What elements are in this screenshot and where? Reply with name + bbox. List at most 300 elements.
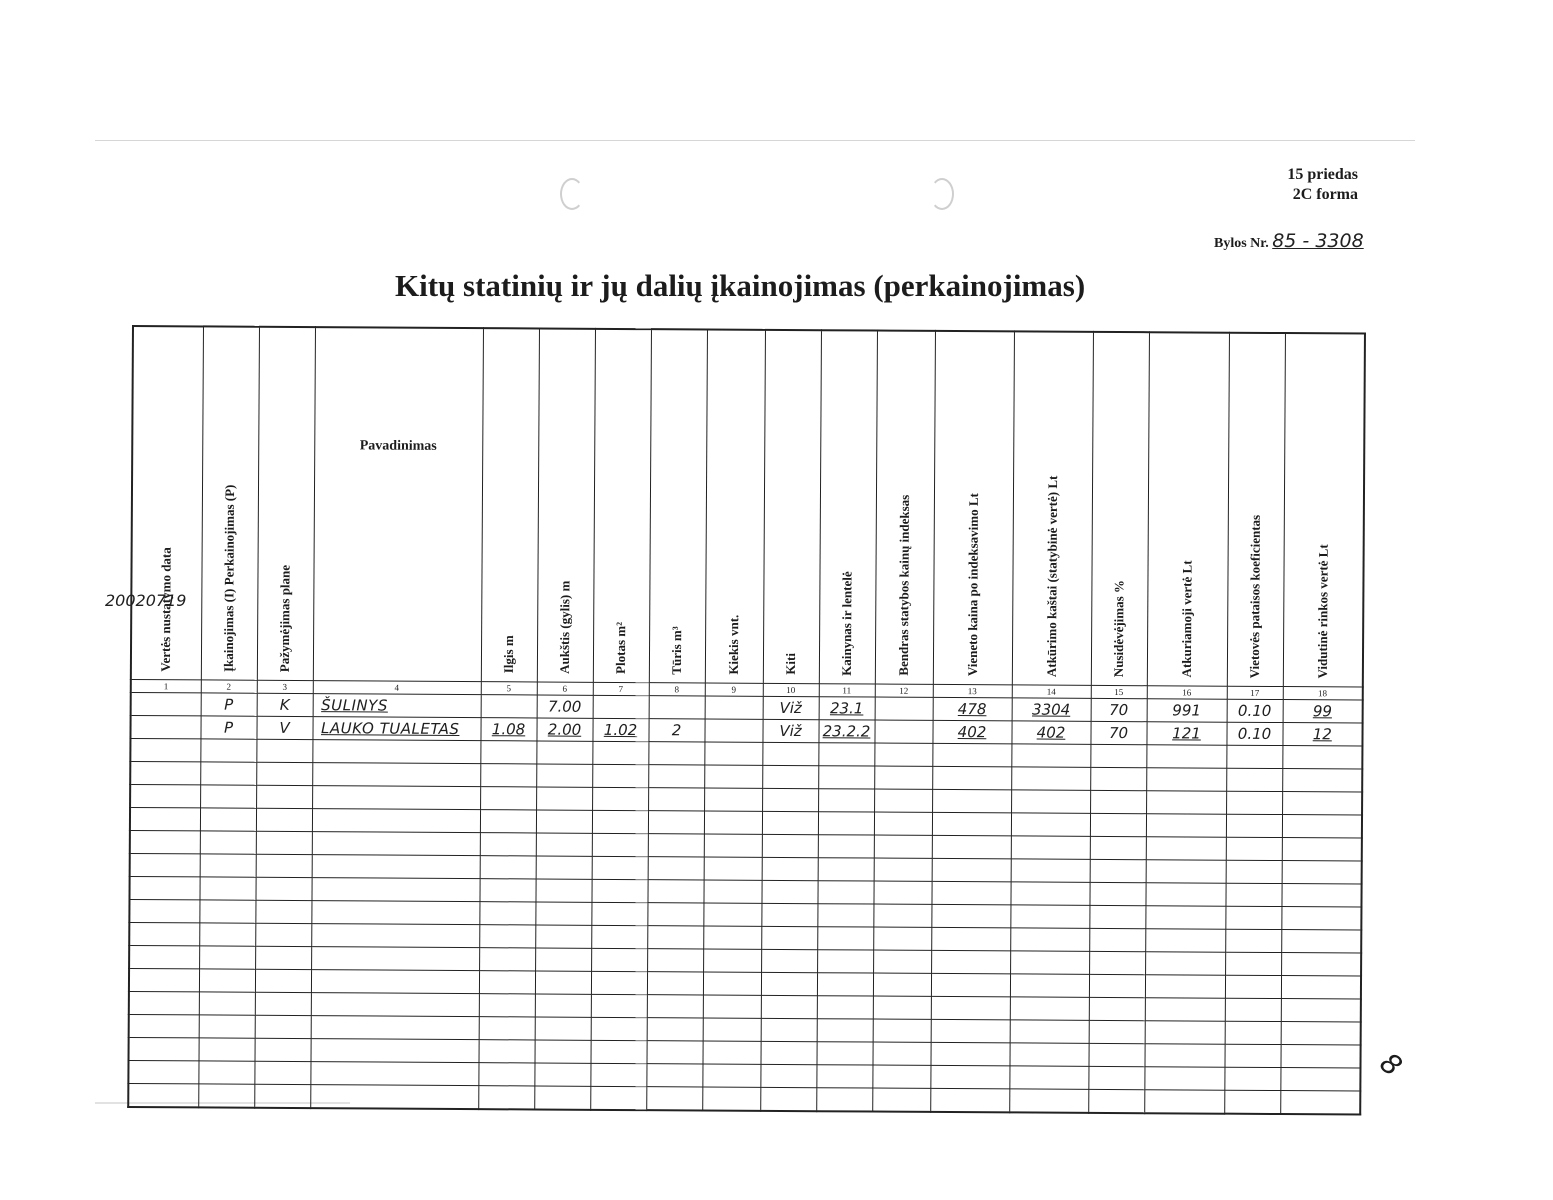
empty-cell	[480, 741, 536, 764]
empty-cell	[702, 1087, 760, 1111]
empty-cell	[591, 925, 647, 948]
empty-cell	[646, 1087, 702, 1111]
empty-cell	[534, 1040, 590, 1063]
empty-cell	[703, 972, 761, 995]
empty-cell	[592, 856, 648, 879]
empty-cell	[1009, 1089, 1088, 1113]
empty-cell	[1145, 883, 1225, 906]
empty-cell	[646, 1064, 702, 1087]
empty-cell	[199, 992, 255, 1015]
empty-cell	[873, 927, 931, 950]
col-header: Vietovės pataisos koeficientas	[1227, 333, 1285, 687]
empty-cell	[1144, 1044, 1224, 1067]
empty-cell	[1010, 997, 1089, 1020]
empty-cell	[1226, 791, 1282, 814]
empty-cell	[704, 811, 762, 834]
empty-cell	[129, 945, 199, 968]
empty-cell	[200, 831, 256, 854]
empty-cell	[761, 949, 817, 972]
empty-cell	[1226, 860, 1282, 883]
empty-cell	[1146, 837, 1226, 860]
empty-cell	[1011, 836, 1090, 859]
empty-cell	[592, 833, 648, 856]
empty-cell	[1090, 813, 1146, 836]
empty-cell	[1089, 882, 1145, 905]
cell-name: ŠULINYS	[313, 694, 481, 718]
empty-cell	[591, 879, 647, 902]
empty-cell	[1224, 1067, 1280, 1090]
empty-cell	[1145, 906, 1225, 929]
empty-cell	[647, 880, 703, 903]
empty-cell	[1281, 976, 1361, 999]
empty-cell	[1281, 907, 1361, 930]
col-header: Vertės nustatymo data	[131, 326, 203, 680]
empty-cell	[1090, 836, 1146, 859]
empty-cell	[536, 810, 592, 833]
cell-location-coef: 0.10	[1227, 699, 1283, 722]
empty-cell	[200, 808, 256, 831]
scan-edge-line	[95, 140, 1415, 141]
empty-cell	[1010, 905, 1089, 928]
empty-cell	[256, 762, 312, 785]
empty-cell	[128, 1083, 198, 1107]
empty-cell	[312, 786, 480, 810]
empty-cell	[874, 789, 932, 812]
empty-cell	[1282, 815, 1362, 838]
empty-cell	[1089, 1020, 1145, 1043]
empty-cell	[1010, 882, 1089, 905]
empty-cell	[255, 992, 311, 1015]
col-number: 13	[933, 684, 1012, 697]
empty-cell	[817, 881, 873, 904]
empty-cell	[1146, 745, 1226, 768]
cell-area	[593, 695, 649, 718]
empty-cell	[592, 741, 648, 764]
empty-cell	[129, 876, 199, 899]
empty-cell	[816, 1065, 872, 1088]
empty-cell	[1090, 744, 1146, 767]
empty-cell	[130, 761, 200, 784]
empty-cell	[762, 834, 818, 857]
empty-cell	[1089, 905, 1145, 928]
empty-cell	[704, 834, 762, 857]
empty-cell	[256, 831, 312, 854]
empty-cell	[479, 971, 535, 994]
empty-cell	[480, 764, 536, 787]
empty-cell	[480, 833, 536, 856]
empty-cell	[478, 1086, 534, 1110]
empty-cell	[1225, 1021, 1281, 1044]
cell-other: Viž	[763, 696, 819, 719]
empty-cell	[932, 766, 1011, 789]
empty-cell	[1010, 951, 1089, 974]
empty-cell	[1011, 813, 1090, 836]
cell-restore-cost: 402	[1011, 721, 1090, 744]
empty-cell	[648, 857, 704, 880]
empty-cell	[1282, 861, 1362, 884]
empty-cell	[311, 993, 479, 1017]
empty-cell	[479, 948, 535, 971]
empty-cell	[200, 785, 256, 808]
empty-cell	[535, 971, 591, 994]
empty-cell	[200, 854, 256, 877]
empty-cell	[199, 969, 255, 992]
empty-cell	[256, 808, 312, 831]
empty-cell	[535, 902, 591, 925]
empty-cell	[1224, 1090, 1280, 1114]
cell-restore-value: 121	[1146, 722, 1226, 745]
empty-cell	[930, 1065, 1009, 1088]
empty-cell	[761, 880, 817, 903]
empty-cell	[1145, 952, 1225, 975]
empty-cell	[536, 764, 592, 787]
col-number: 14	[1012, 685, 1091, 698]
empty-cell	[873, 996, 931, 1019]
empty-cell	[1225, 906, 1281, 929]
empty-cell	[703, 949, 761, 972]
empty-cell	[1281, 999, 1361, 1022]
empty-cell	[648, 834, 704, 857]
empty-cell	[591, 948, 647, 971]
empty-cell	[591, 994, 647, 1017]
empty-cell	[761, 995, 817, 1018]
empty-cell	[1282, 769, 1362, 792]
empty-cell	[873, 950, 931, 973]
empty-cell	[762, 765, 818, 788]
empty-cell	[590, 1063, 646, 1086]
col-number: 2	[201, 680, 257, 693]
empty-cell	[648, 811, 704, 834]
empty-cell	[590, 1040, 646, 1063]
empty-cell	[130, 738, 200, 761]
cell-pricelist: 23.2.2	[818, 720, 874, 743]
empty-cell	[255, 923, 311, 946]
empty-cell	[1225, 929, 1281, 952]
empty-cell	[648, 742, 704, 765]
cell-unit-price: 478	[933, 697, 1012, 720]
empty-cell	[646, 1041, 702, 1064]
empty-cell	[311, 901, 479, 925]
empty-cell	[130, 830, 200, 853]
case-number: 85 - 3308	[1272, 230, 1364, 252]
empty-cell	[536, 856, 592, 879]
header-row	[131, 326, 1365, 687]
empty-cell	[931, 996, 1010, 1019]
empty-cell	[255, 1038, 311, 1061]
empty-cell	[932, 743, 1011, 766]
col-number: 11	[819, 684, 875, 697]
col-number: 15	[1091, 685, 1147, 698]
empty-cell	[1089, 997, 1145, 1020]
empty-cell	[479, 994, 535, 1017]
col-header: Kiekis vnt.	[705, 330, 765, 684]
col-header: Kiti	[763, 330, 821, 684]
empty-cell	[592, 810, 648, 833]
empty-cell	[312, 855, 480, 879]
empty-cell	[256, 785, 312, 808]
empty-cell	[647, 995, 703, 1018]
empty-cell	[647, 903, 703, 926]
empty-cell	[760, 1087, 816, 1111]
col-number: 12	[875, 684, 933, 697]
empty-cell	[591, 902, 647, 925]
empty-cell	[1145, 975, 1225, 998]
empty-cell	[591, 1017, 647, 1040]
cell-volume	[649, 696, 705, 719]
cell-area: 1.02	[592, 718, 648, 741]
empty-cell	[1009, 1043, 1088, 1066]
col-number: 16	[1147, 686, 1227, 699]
col-number: 8	[649, 683, 705, 696]
empty-cell	[1226, 814, 1282, 837]
col-number: 1	[131, 679, 201, 692]
col-header: Vieneto kaina po indeksavimo Lt	[933, 331, 1014, 685]
empty-cell	[591, 971, 647, 994]
empty-cell	[762, 742, 818, 765]
empty-cell	[1089, 974, 1145, 997]
empty-cell	[310, 1085, 478, 1110]
empty-cell	[703, 903, 761, 926]
empty-cell	[130, 807, 200, 830]
empty-cell	[1145, 998, 1225, 1021]
empty-cell	[932, 812, 1011, 835]
empty-cell	[1225, 975, 1281, 998]
empty-cell	[534, 1063, 590, 1086]
empty-cell	[1089, 951, 1145, 974]
empty-cell	[1010, 1020, 1089, 1043]
empty-cell	[198, 1061, 254, 1084]
empty-cell	[647, 1018, 703, 1041]
cell-type: P	[200, 716, 256, 739]
empty-cell	[931, 950, 1010, 973]
empty-cell	[1090, 767, 1146, 790]
col-header: Atkūrimo kaštai (statybinė vertė) Lt	[1012, 331, 1093, 685]
empty-cell	[1146, 860, 1226, 883]
empty-cell	[592, 787, 648, 810]
empty-cell	[479, 1017, 535, 1040]
cell-date	[131, 692, 201, 715]
empty-cell	[199, 900, 255, 923]
empty-cell	[1226, 745, 1282, 768]
empty-cell	[535, 879, 591, 902]
empty-cell	[479, 925, 535, 948]
empty-cell	[647, 972, 703, 995]
empty-cell	[479, 879, 535, 902]
cell-volume: 2	[648, 719, 704, 742]
empty-cell	[311, 924, 479, 948]
cell-index	[874, 720, 932, 743]
empty-cell	[1010, 974, 1089, 997]
empty-cell	[704, 742, 762, 765]
empty-cell	[817, 996, 873, 1019]
empty-cell	[817, 927, 873, 950]
empty-cell	[761, 903, 817, 926]
empty-cell	[129, 1037, 199, 1060]
page-number-mark: 8	[1373, 1046, 1409, 1083]
empty-cell	[1282, 746, 1362, 769]
empty-cell	[932, 789, 1011, 812]
empty-cell	[255, 1015, 311, 1038]
empty-cell	[480, 856, 536, 879]
punch-hole	[930, 178, 954, 210]
empty-cell	[199, 1015, 255, 1038]
cell-market-value: 99	[1283, 700, 1363, 723]
empty-cell	[1280, 1068, 1360, 1091]
empty-cell	[1225, 998, 1281, 1021]
empty-cell	[1146, 791, 1226, 814]
empty-cell	[930, 1088, 1009, 1112]
empty-cell	[703, 995, 761, 1018]
empty-cell	[817, 1019, 873, 1042]
cell-date	[130, 715, 200, 738]
empty-cell	[872, 1065, 930, 1088]
empty-cell	[1281, 953, 1361, 976]
empty-cell	[1088, 1066, 1144, 1089]
empty-cell	[534, 1086, 590, 1110]
cell-name: LAUKO TUALETAS	[312, 717, 480, 741]
empty-cell	[874, 766, 932, 789]
empty-cell	[312, 809, 480, 833]
empty-cell	[200, 762, 256, 785]
empty-cell	[130, 784, 200, 807]
valuation-date: 20020719	[105, 591, 187, 610]
empty-cell	[310, 1062, 478, 1086]
col-header: Tūris m³	[649, 329, 707, 683]
empty-cell	[129, 899, 199, 922]
empty-cell	[930, 1042, 1009, 1065]
empty-cell	[816, 1088, 872, 1112]
col-header: Plotas m²	[593, 329, 651, 683]
empty-cell	[817, 950, 873, 973]
empty-cell	[872, 1042, 930, 1065]
empty-cell	[590, 1086, 646, 1110]
empty-cell	[816, 1042, 872, 1065]
empty-cell	[479, 1040, 535, 1063]
cell-other: Viž	[762, 719, 818, 742]
empty-cell	[648, 788, 704, 811]
col-header: Aukštis (gylis) m	[537, 328, 595, 682]
col-header: Nusidėvėjimas %	[1091, 332, 1149, 686]
empty-cell	[704, 765, 762, 788]
col-header: Vidutinė rinkos vertė Lt	[1283, 333, 1365, 687]
empty-cell	[1010, 928, 1089, 951]
empty-cell	[536, 787, 592, 810]
empty-cell	[704, 788, 762, 811]
empty-cell	[255, 946, 311, 969]
empty-cell	[1146, 768, 1226, 791]
col-header: Įkainojimas (I) Perkainojimas (P)	[201, 326, 259, 680]
empty-cell	[932, 858, 1011, 881]
case-number-line	[1214, 230, 1364, 252]
cell-length	[481, 695, 537, 718]
col-number: 10	[763, 683, 819, 696]
annex-info	[1287, 165, 1358, 205]
empty-cell	[255, 969, 311, 992]
empty-cell	[761, 972, 817, 995]
cell-pricelist: 23.1	[819, 697, 875, 720]
empty-cell	[535, 1017, 591, 1040]
empty-cell	[762, 811, 818, 834]
empty-cell	[818, 743, 874, 766]
col-number: 9	[705, 683, 763, 696]
empty-cell	[1144, 1067, 1224, 1090]
cell-restore-cost: 3304	[1012, 698, 1091, 721]
empty-cell	[647, 926, 703, 949]
empty-cell	[702, 1064, 760, 1087]
empty-cell	[1011, 790, 1090, 813]
cell-market-value: 12	[1282, 723, 1362, 746]
empty-cell	[647, 949, 703, 972]
cell-type: P	[201, 693, 257, 716]
empty-cell	[932, 835, 1011, 858]
cell-plan-mark: K	[257, 693, 313, 716]
empty-cell	[129, 922, 199, 945]
empty-cell	[818, 858, 874, 881]
empty-cell	[760, 1064, 816, 1087]
empty-cell	[1144, 1090, 1224, 1114]
empty-cell	[1281, 884, 1361, 907]
empty-cell	[704, 857, 762, 880]
empty-cell	[311, 970, 479, 994]
empty-cell	[199, 923, 255, 946]
cell-depreciation: 70	[1091, 698, 1147, 721]
cell-restore-value: 991	[1147, 699, 1227, 722]
empty-cell	[1088, 1089, 1144, 1113]
empty-cell	[1225, 883, 1281, 906]
col-number: 3	[257, 680, 313, 693]
empty-cell	[818, 766, 874, 789]
empty-cell	[818, 789, 874, 812]
empty-cell	[311, 878, 479, 902]
empty-cell	[931, 973, 1010, 996]
empty-cell	[254, 1061, 310, 1084]
cell-location-coef: 0.10	[1226, 722, 1282, 745]
empty-cell	[1280, 1091, 1360, 1115]
col-header: Bendras statybos kainų indeksas	[875, 331, 935, 685]
empty-cell	[1224, 1044, 1280, 1067]
empty-cell	[1088, 1043, 1144, 1066]
empty-cell	[200, 739, 256, 762]
empty-cell	[1146, 814, 1226, 837]
col-number: 4	[313, 681, 481, 695]
empty-cell	[311, 1039, 479, 1063]
empty-cell	[312, 740, 480, 764]
empty-cell	[199, 1038, 255, 1061]
empty-cell	[1090, 790, 1146, 813]
empty-cell	[1281, 1022, 1361, 1045]
empty-cell	[931, 1019, 1010, 1042]
empty-cell	[874, 743, 932, 766]
empty-cell	[311, 947, 479, 971]
empty-cell	[129, 991, 199, 1014]
empty-cell	[592, 764, 648, 787]
empty-cell	[874, 812, 932, 835]
empty-cell	[703, 880, 761, 903]
empty-cell	[872, 1088, 930, 1112]
cell-quantity	[704, 719, 762, 742]
punch-hole	[560, 178, 584, 210]
empty-cell	[761, 926, 817, 949]
empty-cell	[536, 833, 592, 856]
empty-cell	[1011, 767, 1090, 790]
col-number: 5	[481, 682, 537, 695]
empty-cell	[130, 853, 200, 876]
col-header: Kainynas ir lentelė	[819, 330, 877, 684]
empty-cell	[817, 973, 873, 996]
empty-cell	[873, 881, 931, 904]
empty-cell	[1089, 928, 1145, 951]
annex-number: 15 priedas	[1287, 166, 1358, 183]
